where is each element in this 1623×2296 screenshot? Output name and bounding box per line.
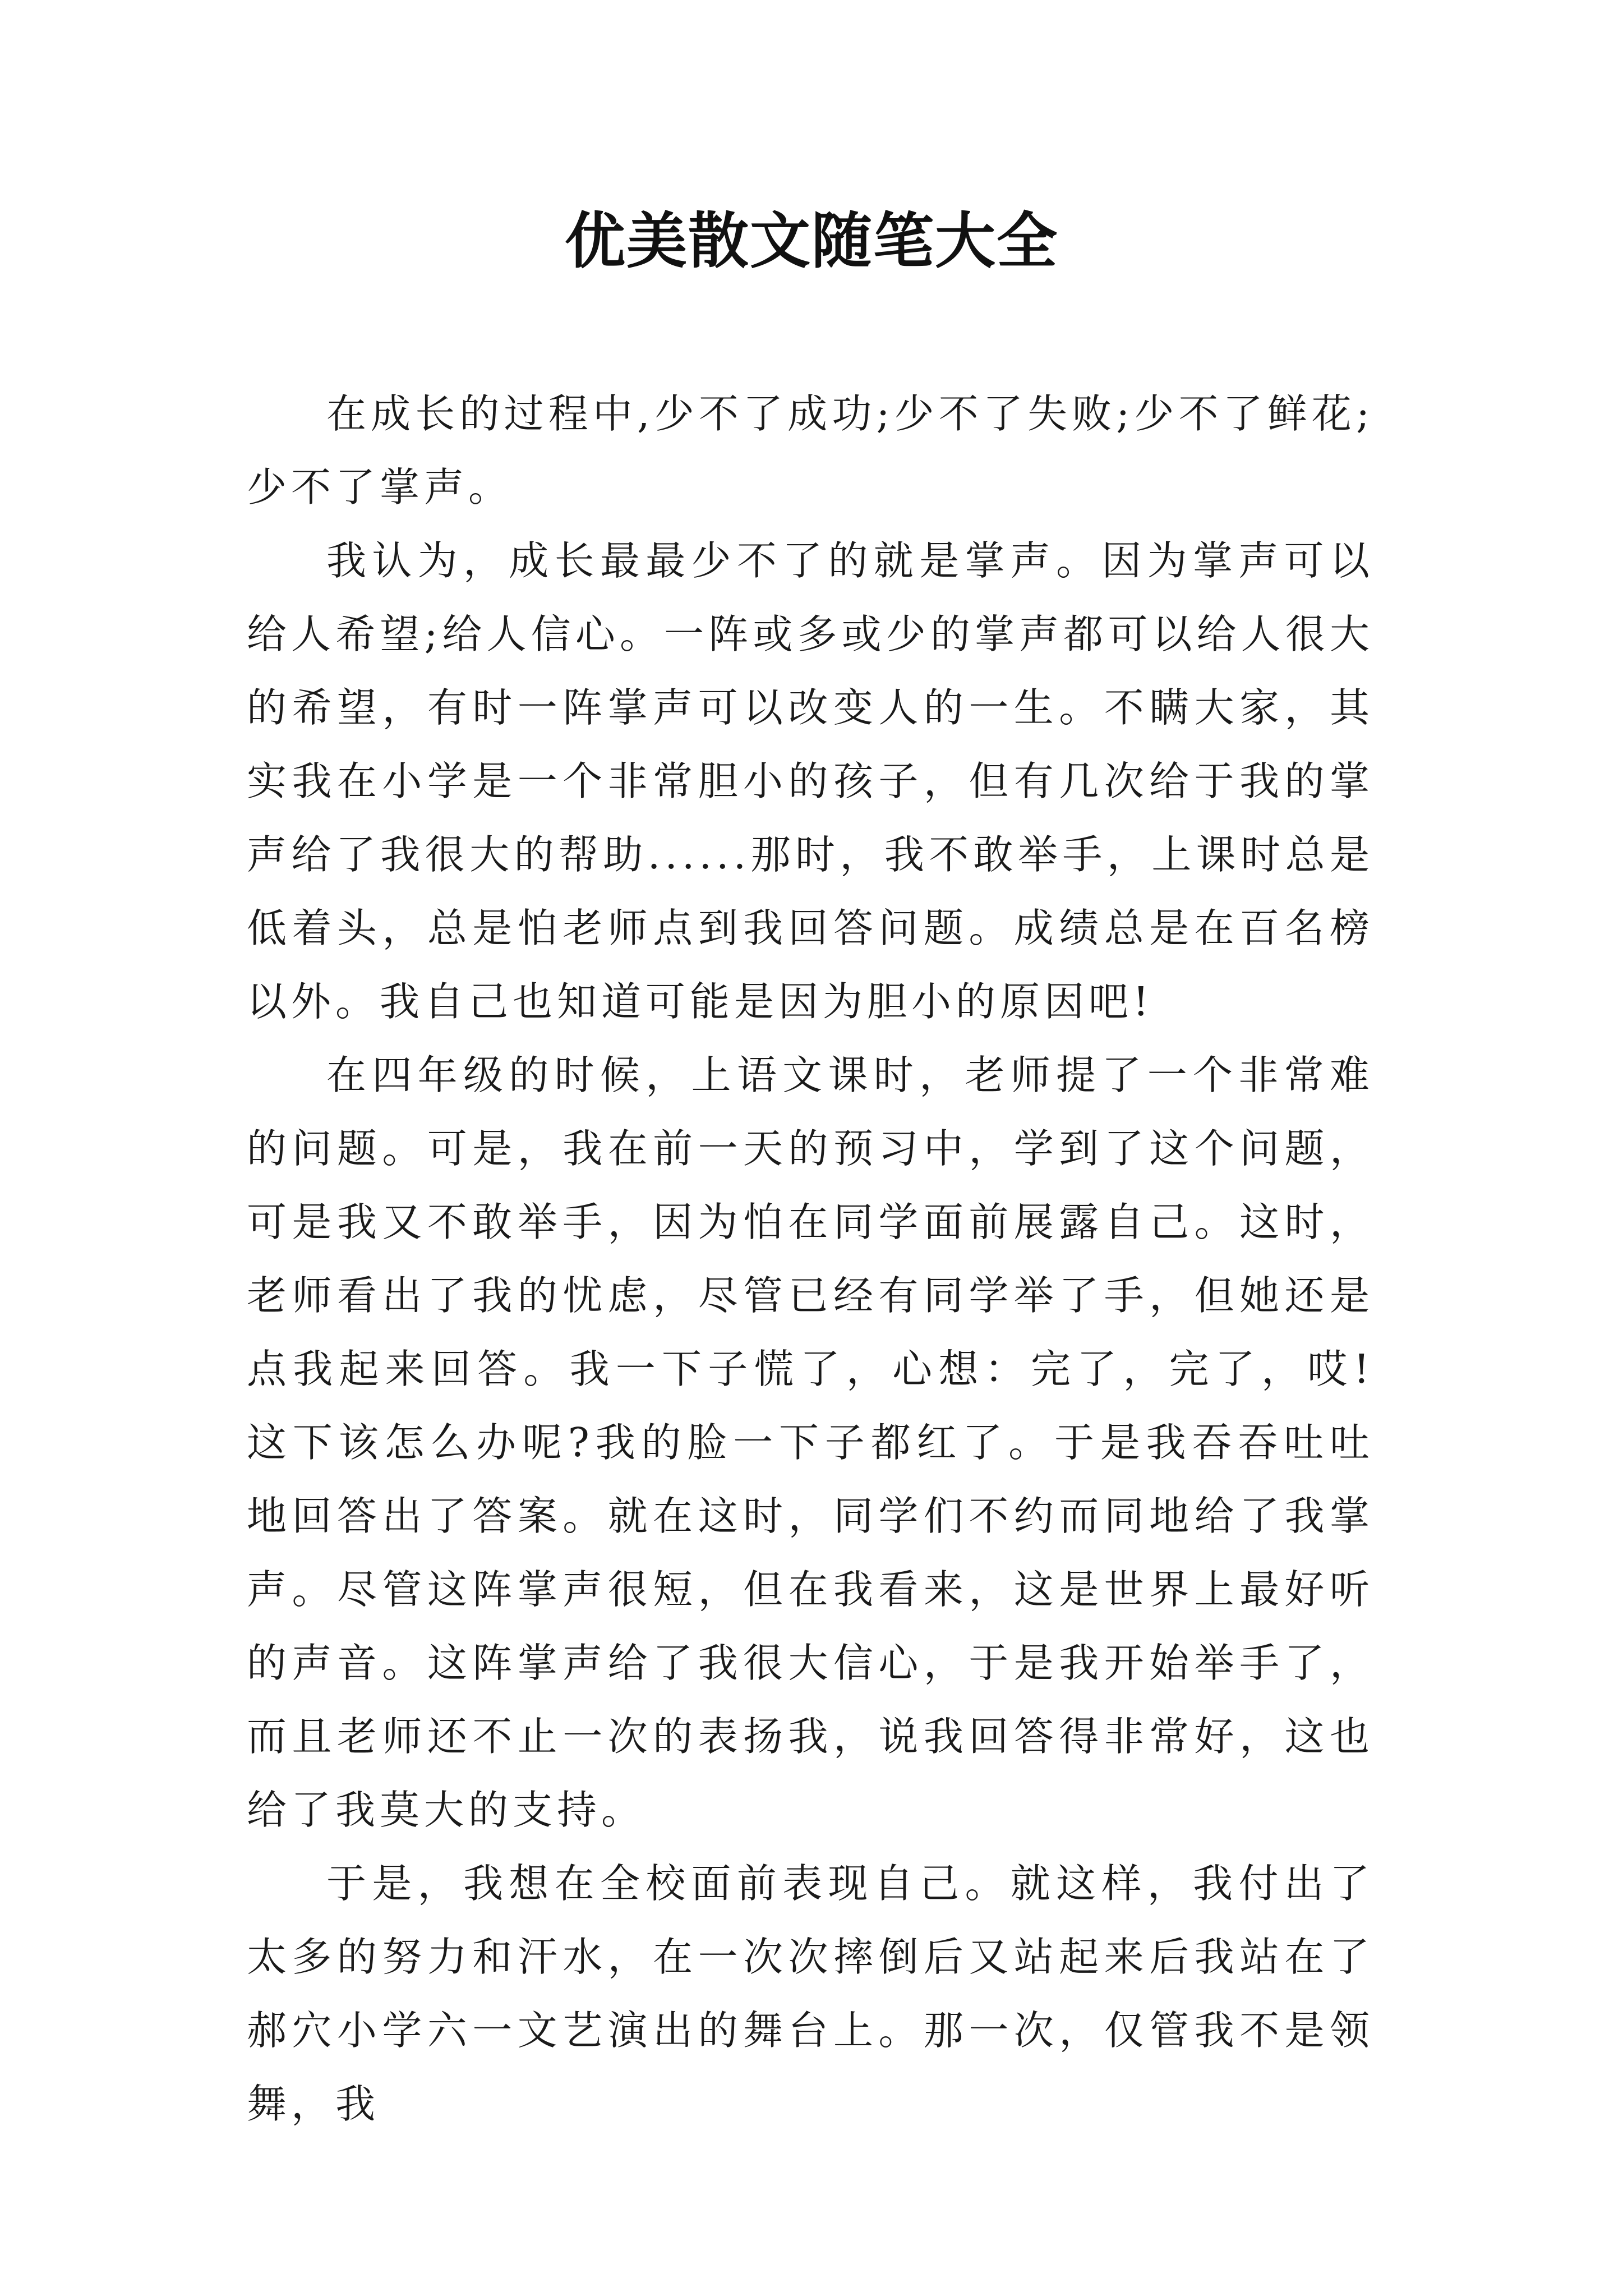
paragraph: 我认为，成长最最少不了的就是掌声。因为掌声可以给人希望;给人信心。一阵或多或少的掌声都可以给人很大的希望，有时一阵掌声可以改变人的一生。不瞒大家，其实我在小学是一个非常胆小的孩子，但有几次给于我的掌声给了我很大的帮助......那时，我不敢举手，上课时总是低着头，总是怕老师点到我回答问题。成绩总是在百名榜以外。我自己也知道可能是因为胆小的原因吧! xyxy=(247,537,1374,1025)
paragraph: 在成长的过程中,少不了成功;少不了失败;少不了鲜花;少不了掌声。 xyxy=(247,390,1374,510)
document-title: 优美散文随笔大全 xyxy=(564,206,1058,277)
paragraph: 在四年级的时候，上语文课时，老师提了一个非常难的问题。可是，我在前一天的预习中，学到了这个问题，可是我又不敢举手，因为怕在同学面前展露自己。这时，老师看出了我的忧虑，尽管已经有同学举了手，但她还是点我起来回答。我一下子慌了，心想：完了，完了，哎!这下该怎么办呢?我的脸一下子都红了。于是我吞吞吐吐地回答出了答案。就在这时，同学们不约而同地给了我掌声。尽管这阵掌声很短，但在我看来，这是世界上最好听的声音。这阵掌声给了我很大信心，于是我开始举手了，而且老师还不止一次的表扬我，说我回答得非常好，这也给了我莫大的支持。 xyxy=(247,1052,1374,1833)
document-body xyxy=(247,377,1374,2141)
paragraph: 于是，我想在全校面前表现自己。就这样，我付出了太多的努力和汗水，在一次次摔倒后又站起来后我站在了郝穴小学六一文艺演出的舞台上。那一次，仅管我不是领舞，我 xyxy=(247,1860,1374,2127)
